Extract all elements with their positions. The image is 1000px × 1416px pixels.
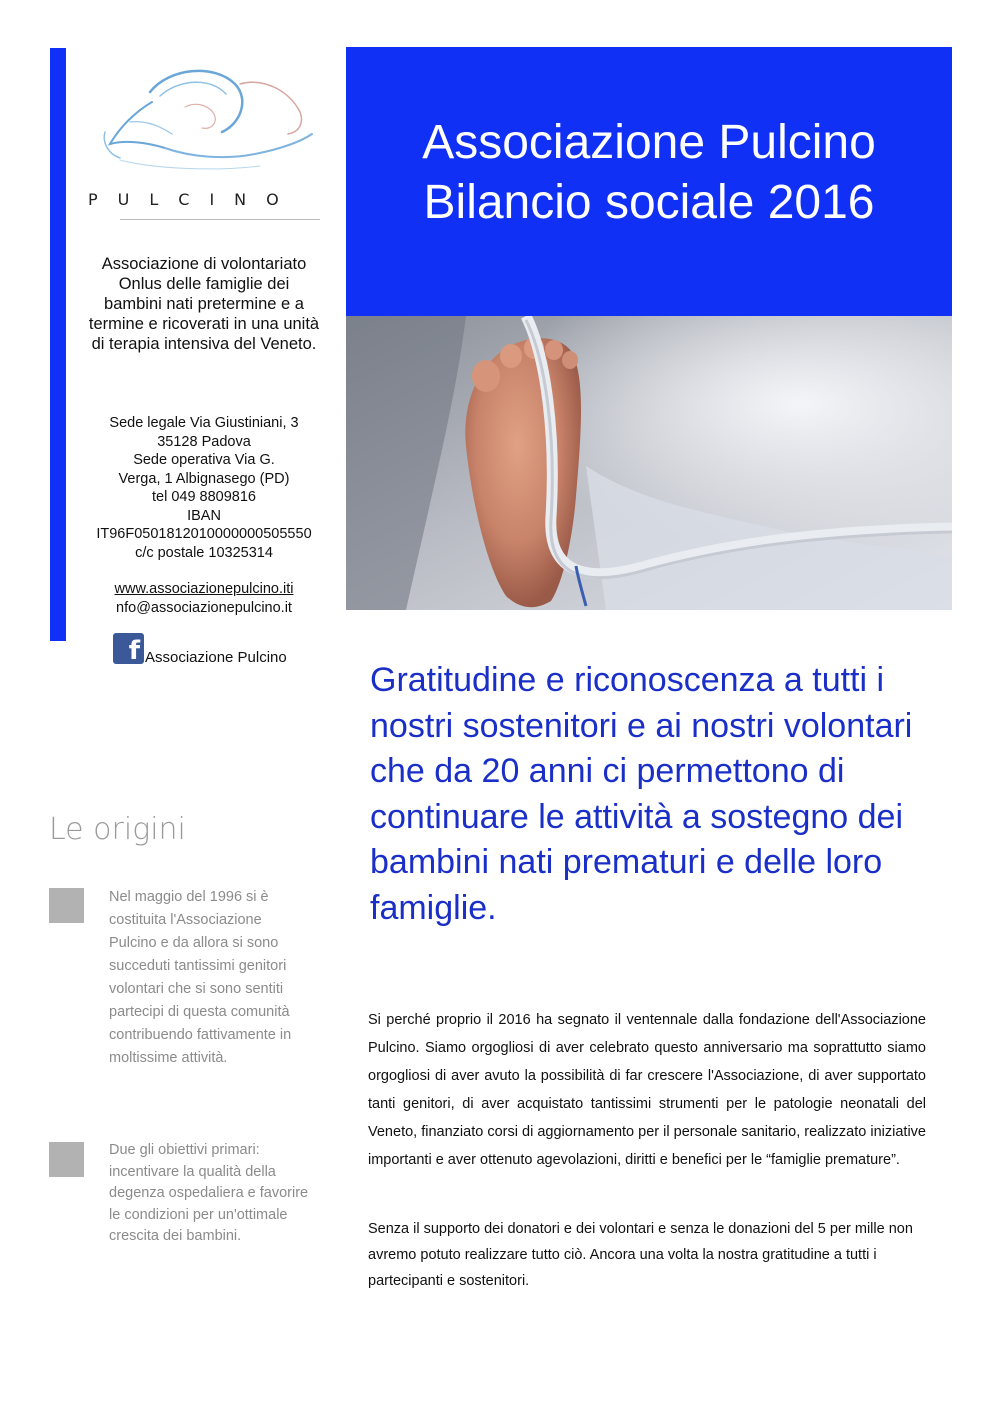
origins-item: Nel maggio del 1996 si è costituita l'Associazione Pulcino e da allora si sono succeduti tantissimi genitori volontari che si sono sentiti partecipi di questa comunità contribuendo fattivamente in moltissime attività. (109, 889, 292, 1066)
title-banner (346, 47, 952, 316)
website-link[interactable]: www.associazionepulcino.iti (114, 581, 294, 597)
iban-label: IBAN (187, 507, 221, 524)
gratitude-message: Gratitudine e riconoscenza a tutti i nostri sostenitori e ai nostri volontari che da 20 anni ci permettono di continuare le attività a sostegno dei bambini nati prematuri e delle loro famiglie. (370, 661, 913, 927)
newborn-foot-photo (346, 316, 952, 610)
origins-heading: Le origini (49, 812, 186, 847)
pulcino-logo (90, 62, 320, 182)
logo-wordmark: PULCINO (88, 190, 299, 209)
facebook-label: Associazione Pulcino (145, 649, 287, 666)
bullet-square (49, 888, 84, 923)
facebook-icon: f (113, 633, 144, 664)
address-line: Sede operativa Via G. (133, 452, 275, 468)
facebook-link[interactable] (113, 633, 313, 665)
contact-links (88, 580, 320, 617)
origins-item: Due gli obiettivi primari: incentivare la qualità della degenza ospedaliera e favorire le condizioni per un'ottimale crescita dei bambini. (109, 1142, 309, 1244)
address-line: 35128 Padova (157, 433, 251, 450)
email-link[interactable]: nfo@associazionepulcino.it (116, 599, 292, 616)
logo-divider (120, 219, 320, 220)
sidebar-accent-bar (50, 48, 66, 641)
bullet-square (49, 1142, 84, 1177)
contact-address (88, 414, 320, 562)
address-line: Verga, 1 Albignasego (PD) (118, 470, 290, 487)
address-line: Sede legale Via Giustiniani, 3 (109, 415, 299, 431)
title-line-1: Associazione Pulcino (422, 116, 876, 169)
body-paragraph: Senza il supporto dei donatori e dei volontari e senza le donazioni del 5 per mille non avremo potuto realizzare tutto ciò. Ancora una volta la nostra gratitudine a tutti i partecipanti e sostenitori. (368, 1221, 913, 1289)
postal-account: c/c postale 10325314 (135, 544, 273, 561)
iban-value: IT96F0501812010000000505550 (96, 526, 312, 542)
document-title (346, 113, 952, 233)
body-paragraph: Si perché proprio il 2016 ha segnato il ventennale dalla fondazione dell'Associazione Pulcino. Siamo orgogliosi di aver celebrato questo anniversario ma soprattutto siamo orgogliosi di aver avuto la possibilità di far crescere l'Associazione, di aver supportato tanti genitori, di aver acquistato tantissimi strumenti per le patologie neonatali del Veneto, finanziato corsi di aggiornamento per il personale sanitario, realizzato iniziative importanti e aver ottenuto agevolazioni, diritti e benefici per le “famiglie premature”. (368, 1012, 926, 1168)
phone-line: tel 049 8809816 (151, 489, 256, 505)
title-line-2: Bilancio sociale 2016 (423, 176, 875, 229)
association-description: Associazione di volontariato Onlus delle famiglie dei bambini nati pretermine e a termine e ricoverati in una unità di terapia intensiva del Veneto. (88, 255, 320, 353)
